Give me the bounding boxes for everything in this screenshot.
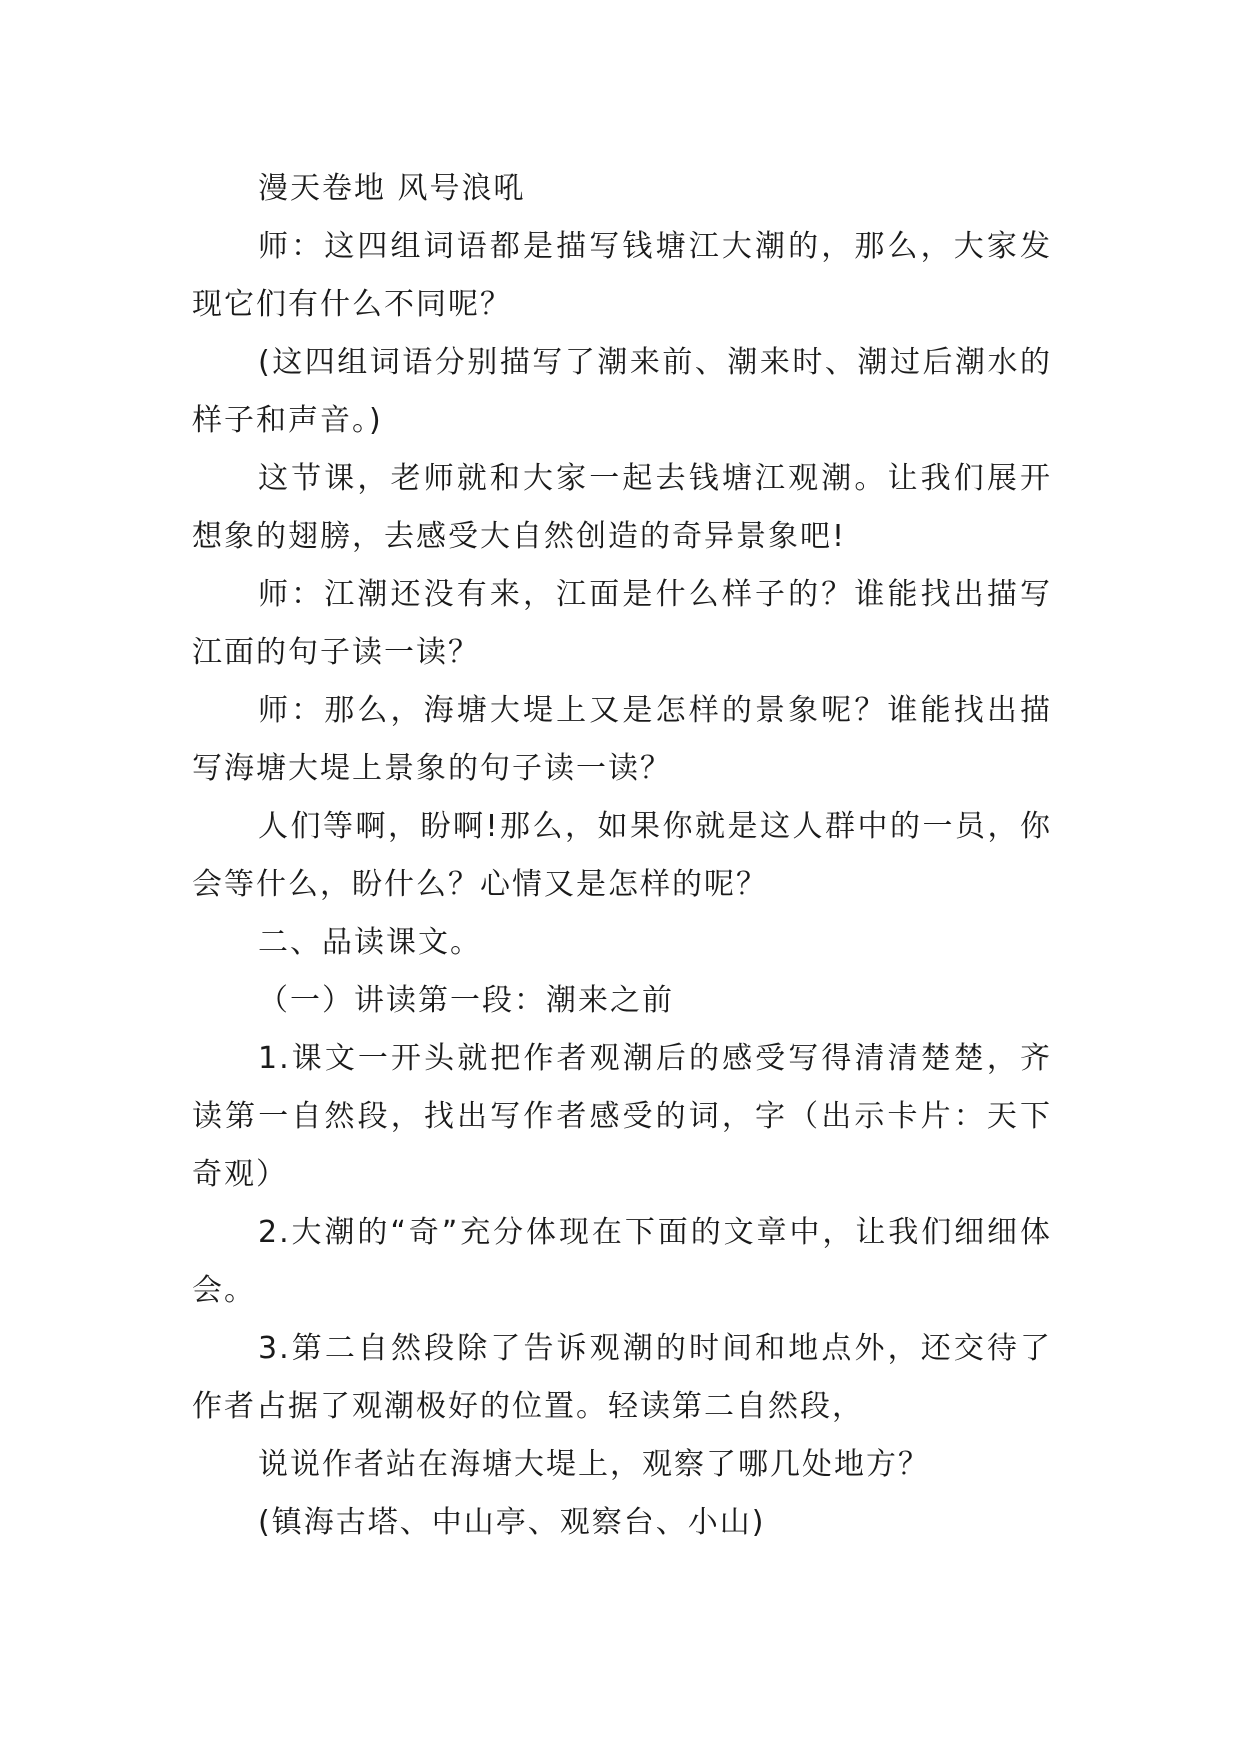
paragraph-observe: 说说作者站在海塘大堤上，观察了哪几处地方？	[258, 1447, 930, 1482]
paragraph-answer-2: (镇海古塔、中山亭、观察台、小山)	[258, 1505, 766, 1540]
list-item-2: 2.大潮的“奇”充分体现在下面的文章中，让我们细细体会。	[192, 1215, 1052, 1308]
section-heading-2: 二、品读课文。	[258, 925, 482, 960]
paragraph-intro: 这节课，老师就和大家一起去钱塘江观潮。让我们展开想象的翅膀，去感受大自然创造的奇异景象吧!	[192, 461, 1052, 554]
paragraph-teacher-question-1: 师：这四组词语都是描写钱塘江大潮的，那么，大家发现它们有什么不同呢？	[192, 229, 1052, 322]
document-body	[192, 160, 1052, 1552]
paragraph-teacher-question-3: 师：那么，海塘大堤上又是怎样的景象呢？谁能找出描写海塘大堤上景象的句子读一读？	[192, 693, 1052, 786]
paragraph-teacher-question-2: 师：江潮还没有来，江面是什么样子的？谁能找出描写江面的句子读一读？	[192, 577, 1052, 670]
subsection-heading-1: （一）讲读第一段：潮来之前	[258, 983, 674, 1018]
paragraph-waiting: 人们等啊，盼啊!那么，如果你就是这人群中的一员，你会等什么，盼什么？心情又是怎样的呢？	[192, 809, 1052, 902]
paragraph-word-group: 漫天卷地 风号浪吼	[258, 171, 526, 206]
paragraph-answer-1: (这四组词语分别描写了潮来前、潮来时、潮过后潮水的样子和声音。)	[192, 345, 1052, 438]
list-item-3: 3.第二自然段除了告诉观潮的时间和地点外，还交待了作者占据了观潮极好的位置。轻读第二自然段，	[192, 1331, 1052, 1424]
list-item-1: 1.课文一开头就把作者观潮后的感受写得清清楚楚，齐读第一自然段，找出写作者感受的词，字（出示卡片：天下奇观）	[192, 1041, 1052, 1192]
